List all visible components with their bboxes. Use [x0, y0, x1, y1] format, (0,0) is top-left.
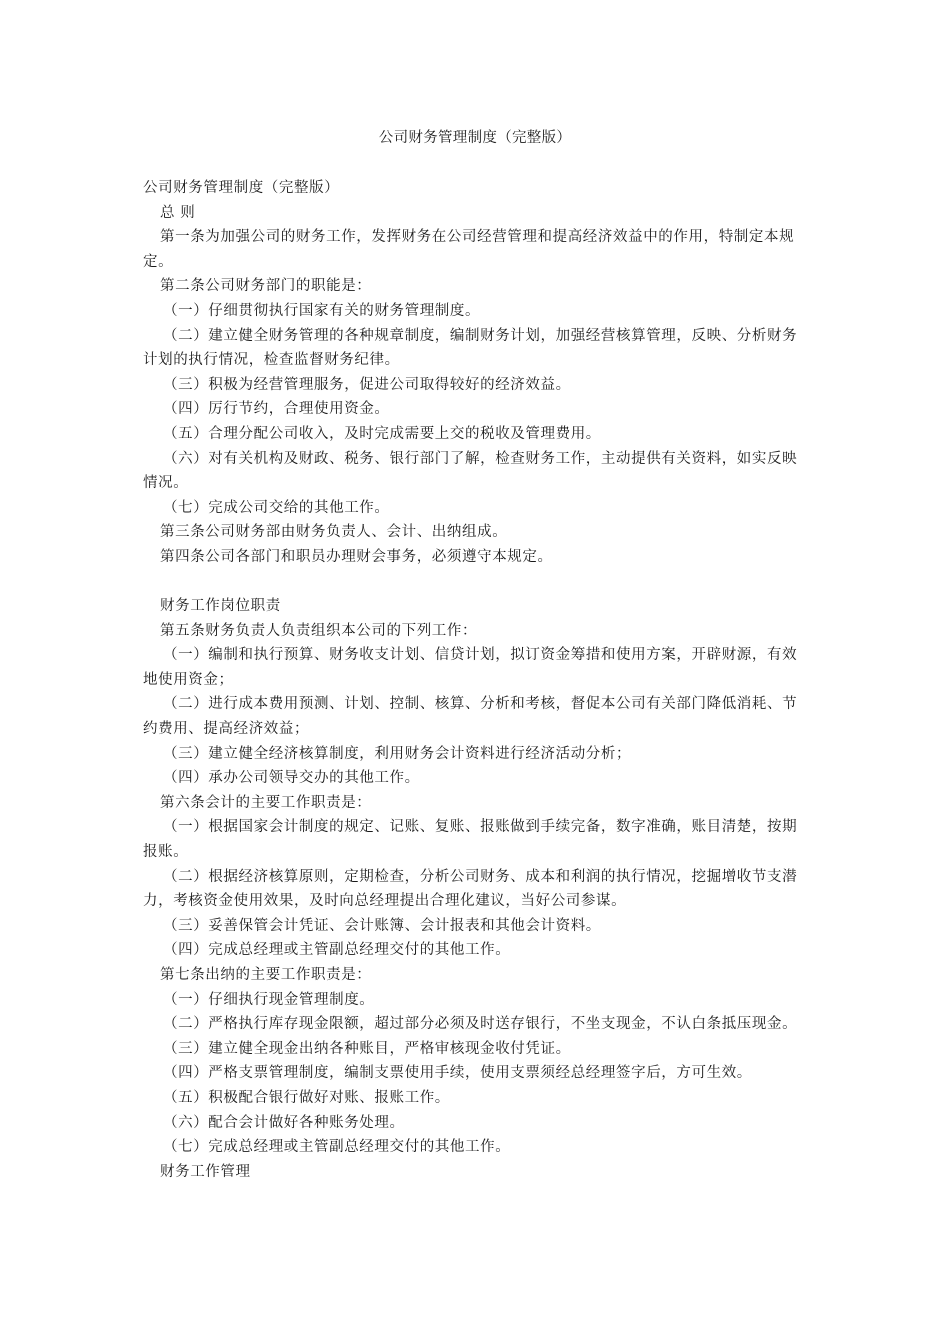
list-item: （二）根据经济核算原则，定期检查，分析公司财务、成本和利润的执行情况，挖掘增收节支潜力，考核资金使用效果，及时向总经理提出合理化建议，当好公司参谋。 — [143, 868, 798, 910]
paragraph: 第五条财务负责人负责组织本公司的下列工作： — [160, 622, 478, 639]
list-item: （五）积极配合银行做好对账、报账工作。 — [163, 1089, 450, 1106]
paragraph: 第六条会计的主要工作职责是： — [160, 794, 372, 811]
list-item: （六）配合会计做好各种账务处理。 — [163, 1114, 405, 1131]
list-item: （四）厉行节约，合理使用资金。 — [163, 401, 390, 418]
document-body — [143, 176, 811, 1184]
paragraph: 第三条公司财务部由财务负责人、会计、出纳组成。 — [160, 524, 508, 541]
list-item: （四）承办公司领导交办的其他工作。 — [163, 770, 420, 787]
list-item: （七）完成总经理或主管副总经理交付的其他工作。 — [163, 1139, 511, 1156]
list-item: （一）编制和执行预算、财务收支计划、信贷计划，拟订资金筹措和使用方案，开辟财源，有效地使用资金； — [143, 647, 798, 688]
list-item: （三）建立健全经济核算制度，利用财务会计资料进行经济活动分析； — [163, 745, 632, 762]
list-item: （七）完成公司交给的其他工作。 — [163, 499, 390, 516]
list-item: （二）建立健全财务管理的各种规章制度，编制财务计划，加强经营核算管理，反映、分析财务计划的执行情况，检查监督财务纪律。 — [143, 327, 798, 369]
list-item: （二）严格执行库存现金限额，超过部分必须及时送存银行，不坐支现金，不认白条抵压现金。 — [163, 1016, 798, 1033]
section-heading: 财务工作管理 — [160, 1163, 251, 1180]
list-item: （三）妥善保管会计凭证、会计账簿、会计报表和其他会计资料。 — [163, 917, 601, 934]
list-item: （三）积极为经营管理服务，促进公司取得较好的经济效益。 — [163, 376, 571, 393]
document-title: 公司财务管理制度（完整版） — [378, 130, 572, 146]
list-item: （一）仔细贯彻执行国家有关的财务管理制度。 — [163, 302, 481, 319]
list-item: （三）建立健全现金出纳各种账目，严格审核现金收付凭证。 — [163, 1040, 571, 1057]
list-item: （四）完成总经理或主管副总经理交付的其他工作。 — [163, 942, 511, 959]
section-heading: 总 则 — [160, 204, 196, 221]
paragraph: 第一条为加强公司的财务工作，发挥财务在公司经营管理和提高经济效益中的作用，特制定本规定。 — [143, 229, 795, 270]
list-item: （一）仔细执行现金管理制度。 — [163, 991, 375, 1008]
blank-line — [143, 570, 811, 595]
paragraph: 第二条公司财务部门的职能是： — [160, 278, 372, 295]
paragraph: 公司财务管理制度（完整版） — [143, 180, 340, 196]
list-item: （六）对有关机构及财政、税务、银行部门了解，检查财务工作，主动提供有关资料，如实反映情况。 — [143, 450, 798, 492]
section-heading: 财务工作岗位职责 — [160, 598, 281, 615]
list-item: （一）根据国家会计制度的规定、记账、复账、报账做到手续完备，数字准确，账目清楚，按期报账。 — [143, 819, 798, 861]
list-item: （二）进行成本费用预测、计划、控制、核算、分析和考核，督促本公司有关部门降低消耗、节约费用、提高经济效益； — [143, 696, 798, 738]
list-item: （五）合理分配公司收入，及时完成需要上交的税收及管理费用。 — [163, 425, 601, 442]
paragraph: 第七条出纳的主要工作职责是： — [160, 967, 372, 983]
list-item: （四）严格支票管理制度，编制支票使用手续，使用支票须经总经理签字后，方可生效。 — [163, 1065, 752, 1082]
paragraph: 第四条公司各部门和职员办理财会事务，必须遵守本规定。 — [160, 548, 553, 565]
